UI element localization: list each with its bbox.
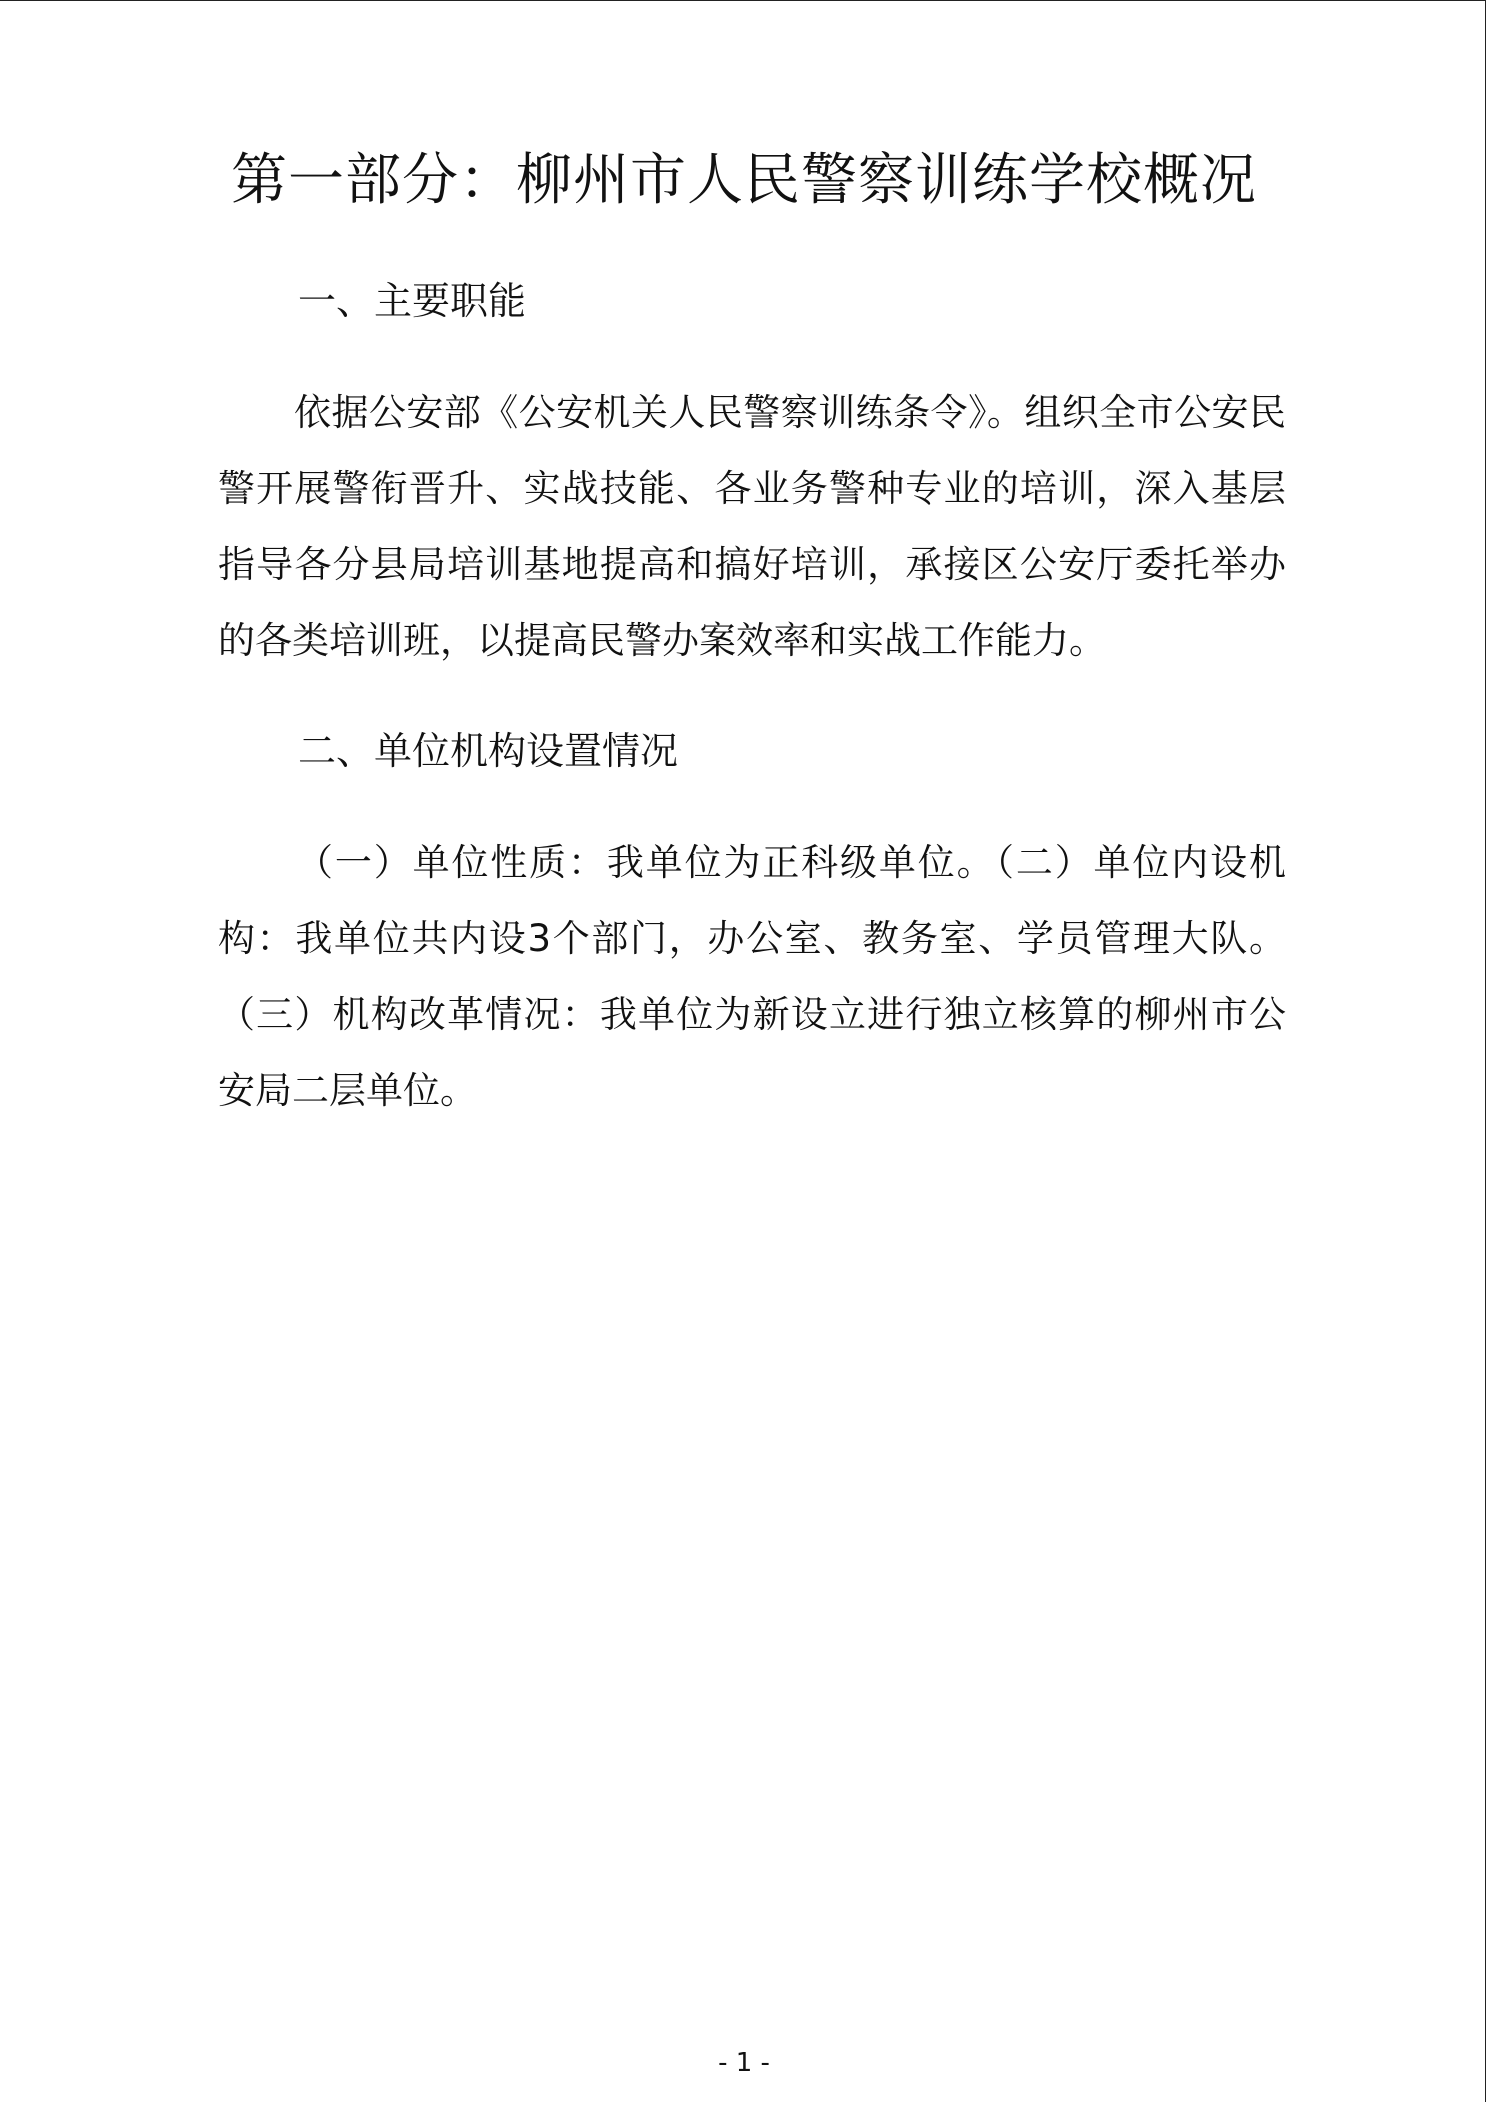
- section-paragraph-main-functions: 依据公安部《公安机关人民警察训练条令》。组织全市公安民警开展警衔晋升、实战技能、各业务警种专业的培训，深入基层指导各分县局培训基地提高和搞好培训，承接区公安厅委托举办的各类培训班，以提高民警办案效率和实战工作能力。: [218, 391, 1286, 662]
- page-number: - 1 -: [718, 2048, 770, 2078]
- section-heading-organization: 二、单位机构设置情况: [298, 729, 679, 773]
- section-paragraph-organization: （一）单位性质：我单位为正科级单位。（二）单位内设机构：我单位共内设3个部门，办公室、教务室、学员管理大队。（三）机构改革情况：我单位为新设立进行独立核算的柳州市公安局二层单位。: [218, 841, 1286, 1112]
- document-body: [218, 263, 1286, 1129]
- section-heading-main-functions: 一、主要职能: [298, 279, 527, 323]
- page-title: 第一部分：柳州市人民警察训练学校概况: [231, 148, 1257, 213]
